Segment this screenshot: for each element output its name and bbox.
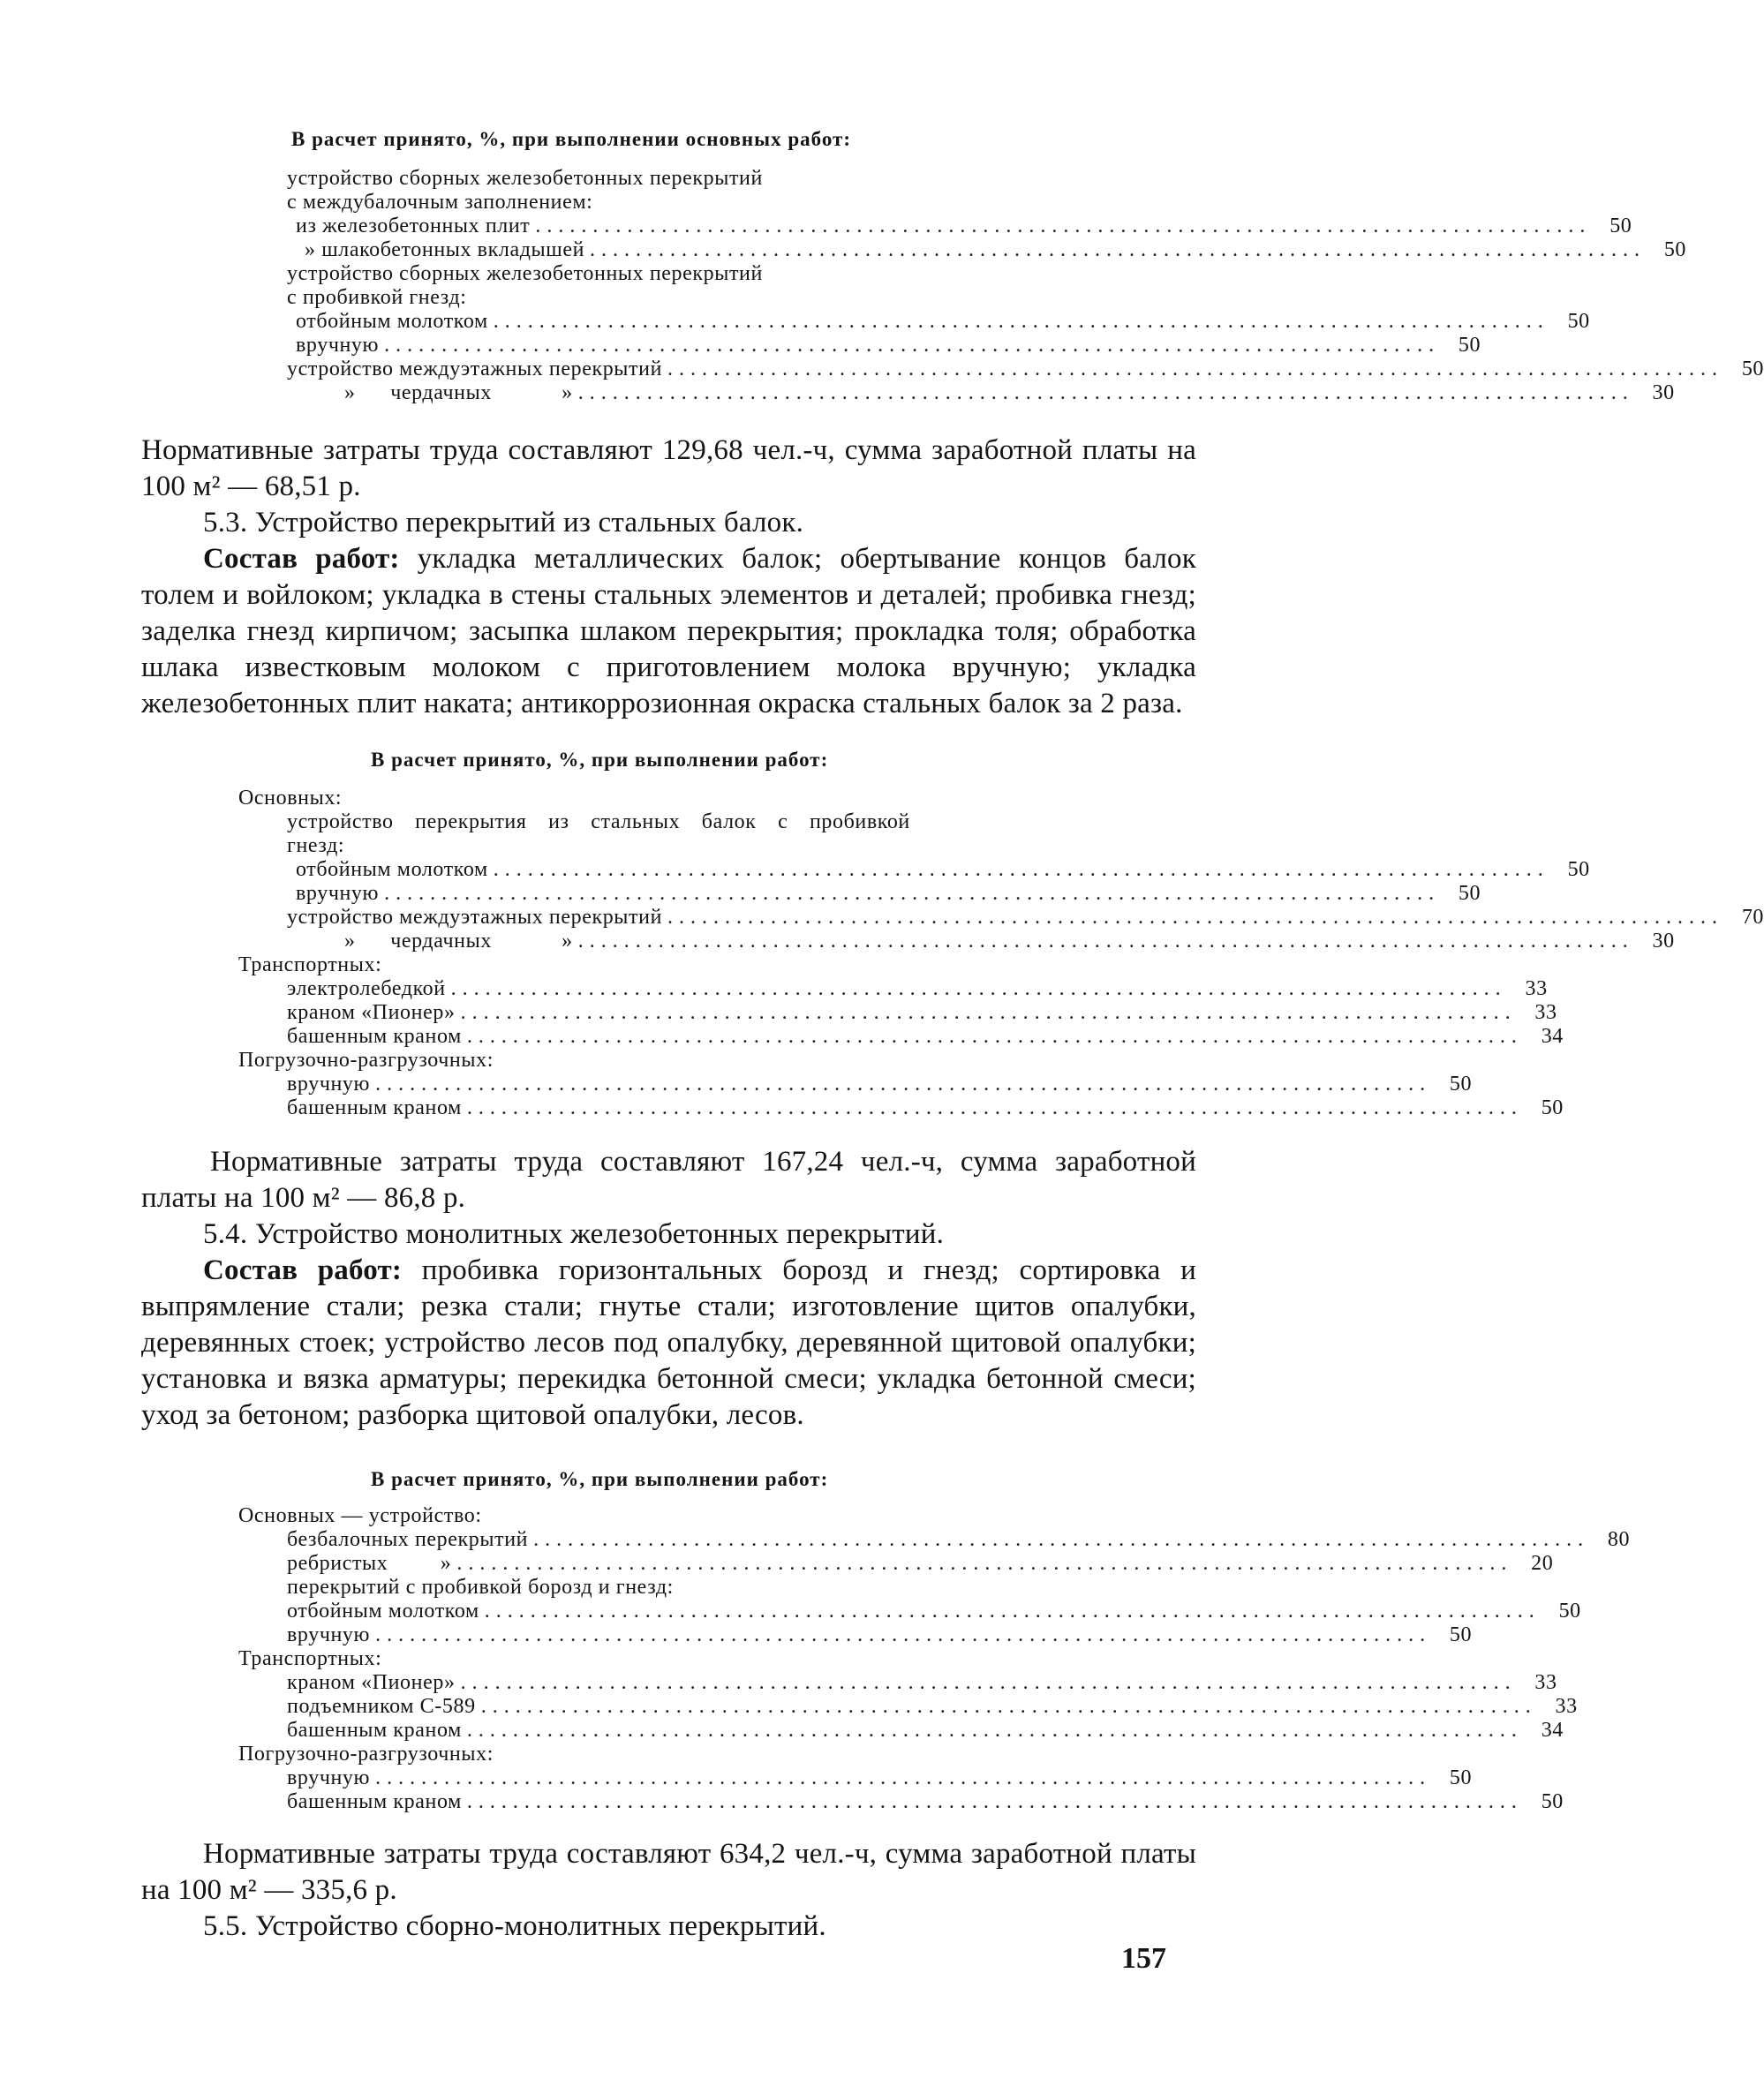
table2-row-10-label: краном «Пионер» — [287, 1001, 456, 1024]
table3-row-11-label: Погрузочно-разгрузочных: — [238, 1743, 494, 1766]
table2-row-13: вручную ............................................................................................ 50 — [287, 1073, 1473, 1096]
table1-row-8-value: 50 — [1458, 334, 1481, 357]
table1-row-9: устройство междуэтажных перекрытий ............................................................................................ 50 — [287, 358, 1764, 380]
table1-row-3: из железобетонных плит ............................................................................................ 50 — [296, 215, 1632, 237]
section-5-3-work-body: укладка металлических балок; обертывание концов балок толем и войлоком; укладка в стены стальных элементов и деталей; пробивка гнезд; заделка гнезд кирпичом; засыпка шлаком перекрытия; прокладка толя; обработка шлака известковым молоком с приготовлением молока вручную; укладка железобетонных плит наката; антикоррозионная окраска стальных балок за 2 раза. — [141, 543, 1196, 719]
table2-row-4-value: 50 — [1567, 858, 1590, 881]
table1-row-6-label: с пробивкой гнезд: — [287, 286, 467, 309]
table3-row-7-label: Транспортных: — [238, 1647, 382, 1670]
table1-row-7-value: 50 — [1567, 310, 1590, 333]
table2-row-11: башенным краном ............................................................................................ 34 — [287, 1025, 1564, 1048]
section-5-3-title: 5.3. Устройство перекрытий из стальных балок. — [203, 507, 804, 538]
table2-row-7: » чердачных » ............................................................................................ 30 — [344, 930, 1675, 953]
table1-row-9-label: устройство междуэтажных перекрытий — [287, 358, 663, 380]
table3-row-13-label: башенным краном — [287, 1790, 462, 1813]
table2-row-6: устройство междуэтажных перекрытий ............................................................................................ 70 — [287, 906, 1764, 929]
table2-row-14-label: башенным краном — [287, 1096, 462, 1119]
table3-row-5: отбойным молотком ............................................................................................ 50 — [287, 1600, 1581, 1623]
table3-row-10: башенным краном ............................................................................................ 34 — [287, 1719, 1564, 1742]
table3-row-7 — [238, 1646, 381, 1671]
table3-row-13: башенным краном ............................................................................................ 50 — [287, 1790, 1564, 1813]
table3-row-2: безбалочных перекрытий ............................................................................................ 80 — [287, 1528, 1631, 1551]
table2-heading: В расчет принято, %, при выполнении работ: — [371, 749, 829, 771]
table3-row-9-label: подъемником С-589 — [287, 1695, 476, 1718]
table2-row-9: электролебедкой ............................................................................................ 33 — [287, 977, 1548, 1000]
table1-row-1-label: устройство сборных железобетонных перекрытий — [287, 167, 763, 190]
table2-row-7-value: 30 — [1652, 930, 1675, 953]
table1-row-4-label: » шлакобетонных вкладышей — [305, 238, 585, 261]
table3-row-3-value: 20 — [1531, 1552, 1554, 1575]
table2-row-5-label: вручную — [296, 882, 380, 905]
section-5-3-work-label: Состав работ: — [203, 543, 400, 575]
table3-row-10-value: 34 — [1541, 1719, 1564, 1742]
table1-row-3-value: 50 — [1609, 215, 1632, 237]
table3-row-5-value: 50 — [1558, 1600, 1581, 1623]
table2-row-3 — [287, 833, 344, 858]
table1-heading: В расчет принято, %, при выполнении основных работ: — [291, 128, 851, 150]
table3-row-4 — [287, 1575, 674, 1600]
table3-heading: В расчет принято, %, при выполнении работ: — [371, 1468, 829, 1490]
table3-row-5-label: отбойным молотком — [287, 1600, 479, 1623]
table2-row-2 — [287, 810, 1108, 834]
table2-row-4: отбойным молотком ............................................................................................ 50 — [296, 858, 1590, 881]
table2-row-12 — [238, 1048, 494, 1073]
table1-row-3-label: из железобетонных плит — [296, 215, 531, 237]
section-5-3-work-composition — [141, 541, 1196, 722]
labor-cost-paragraph-1: Нормативные затраты труда составляют 129,68 чел.-ч, сумма заработной платы на 100 м² — 68,51 р. — [141, 434, 1196, 502]
table3-row-3-label: ребристых » — [287, 1552, 452, 1575]
table1-row-10-value: 30 — [1652, 381, 1675, 404]
table2-row-6-label: устройство междуэтажных перекрытий — [287, 906, 663, 929]
table1-row-8-label: вручную — [296, 334, 380, 357]
table1-row-10: » чердачных » ............................................................................................ 30 — [344, 381, 1675, 404]
table3-row-13-value: 50 — [1541, 1790, 1564, 1813]
table2-row-14-value: 50 — [1541, 1096, 1564, 1119]
section-5-4-title: 5.4. Устройство монолитных железобетонных перекрытий. — [203, 1218, 945, 1250]
table1-row-9-value: 50 — [1741, 358, 1764, 380]
table1-row-2-label: с междубалочным заполнением: — [287, 191, 593, 214]
table2-row-11-value: 34 — [1541, 1025, 1564, 1048]
table2-row-4-label: отбойным молотком — [296, 858, 488, 881]
table2-row-9-label: электролебедкой — [287, 977, 446, 1000]
table3-row-9: подъемником С-589 ............................................................................................ 33 — [287, 1695, 1578, 1718]
table1-row-5 — [287, 261, 763, 286]
table3-row-8-value: 33 — [1534, 1671, 1557, 1694]
section-5-4-work-label: Состав работ: — [203, 1254, 403, 1286]
table1-row-2 — [287, 190, 592, 215]
table3-row-12: вручную ............................................................................................ 50 — [287, 1766, 1473, 1789]
table1-row-10-label: » чердачных » — [344, 381, 573, 404]
table2-row-11-label: башенным краном — [287, 1025, 462, 1048]
table3-row-6: вручную ............................................................................................ 50 — [287, 1623, 1473, 1646]
table1-row-8: вручную ............................................................................................ 50 — [296, 334, 1481, 357]
table3-row-2-label: безбалочных перекрытий — [287, 1528, 529, 1551]
table3-row-4-label: перекрытий с пробивкой борозд и гнезд: — [287, 1576, 674, 1599]
table3-row-9-value: 33 — [1555, 1695, 1578, 1718]
table2-row-13-value: 50 — [1449, 1073, 1473, 1096]
table2-row-2-label: устройство перекрытия из стальных балок с пробивкой — [287, 810, 910, 833]
table2-row-7-label: » чердачных » — [344, 930, 573, 953]
table2-row-14: башенным краном ............................................................................................ 50 — [287, 1096, 1564, 1119]
table1-row-7-label: отбойным молотком — [296, 310, 488, 333]
table1-row-4: » шлакобетонных вкладышей ............................................................................................ 50 — [305, 238, 1687, 261]
section-5-4-work-composition — [141, 1253, 1196, 1434]
table2-row-13-label: вручную — [287, 1073, 371, 1096]
table2-row-3-label: гнезд: — [287, 834, 345, 857]
table1-row-1 — [287, 166, 763, 191]
section-5-5-title: 5.5. Устройство сборно-монолитных перекрытий. — [203, 1910, 826, 1942]
table2-row-1 — [238, 786, 342, 810]
table2-row-9-value: 33 — [1525, 977, 1548, 1000]
table3-row-8: краном «Пионер» ............................................................................................ 33 — [287, 1671, 1557, 1694]
table3-row-11 — [238, 1742, 494, 1766]
table2-row-1-label: Основных: — [238, 787, 343, 810]
table3-row-1-label: Основных — устройство: — [238, 1504, 482, 1527]
table2-row-10: краном «Пионер» ............................................................................................ 33 — [287, 1001, 1557, 1024]
table3-row-8-label: краном «Пионер» — [287, 1671, 456, 1694]
table2-row-8 — [238, 953, 381, 977]
table1-row-6 — [287, 285, 467, 310]
table1-row-5-label: устройство сборных железобетонных перекрытий — [287, 262, 763, 285]
table3-row-12-value: 50 — [1449, 1766, 1473, 1789]
table1-row-4-value: 50 — [1663, 238, 1687, 261]
table3-row-10-label: башенным краном — [287, 1719, 462, 1742]
table3-row-1 — [238, 1503, 482, 1528]
page-number: 157 — [1121, 1942, 1166, 1975]
table3-row-12-label: вручную — [287, 1766, 371, 1789]
table3-row-3: ребристых » ............................................................................................ 20 — [287, 1552, 1554, 1575]
section-5-4-work-body: пробивка горизонтальных борозд и гнезд; сортировка и выпрямление стали; резка стали; гнутье стали; изготовление щитов опалубки, деревянных стоек; устройство лесов под опалубку, деревянной щитовой опалубки; установка и вязка арматуры; перекидка бетонной смеси; укладка бетонной смеси; уход за бетоном; разборка щитовой опалубки, лесов. — [141, 1254, 1197, 1431]
table3-row-6-label: вручную — [287, 1623, 371, 1646]
table3-row-6-value: 50 — [1449, 1623, 1473, 1646]
table2-row-10-value: 33 — [1534, 1001, 1557, 1024]
labor-cost-paragraph-3: Нормативные затраты труда составляют 634,2 чел.-ч, сумма заработной платы на 100 м² — 335,6 р. — [141, 1838, 1196, 1906]
table2-row-6-value: 70 — [1741, 906, 1764, 929]
table3-row-2-value: 80 — [1607, 1528, 1631, 1551]
labor-cost-paragraph-2: Нормативные затраты труда составляют 167,24 чел.-ч, сумма заработной платы на 100 м² — 86,8 р. — [141, 1146, 1196, 1214]
table2-row-12-label: Погрузочно-разгрузочных: — [238, 1049, 494, 1072]
table2-row-8-label: Транспортных: — [238, 953, 382, 976]
table2-row-5: вручную ............................................................................................ 50 — [296, 882, 1481, 905]
table2-row-5-value: 50 — [1458, 882, 1481, 905]
table1-row-7: отбойным молотком ............................................................................................ 50 — [296, 310, 1590, 333]
